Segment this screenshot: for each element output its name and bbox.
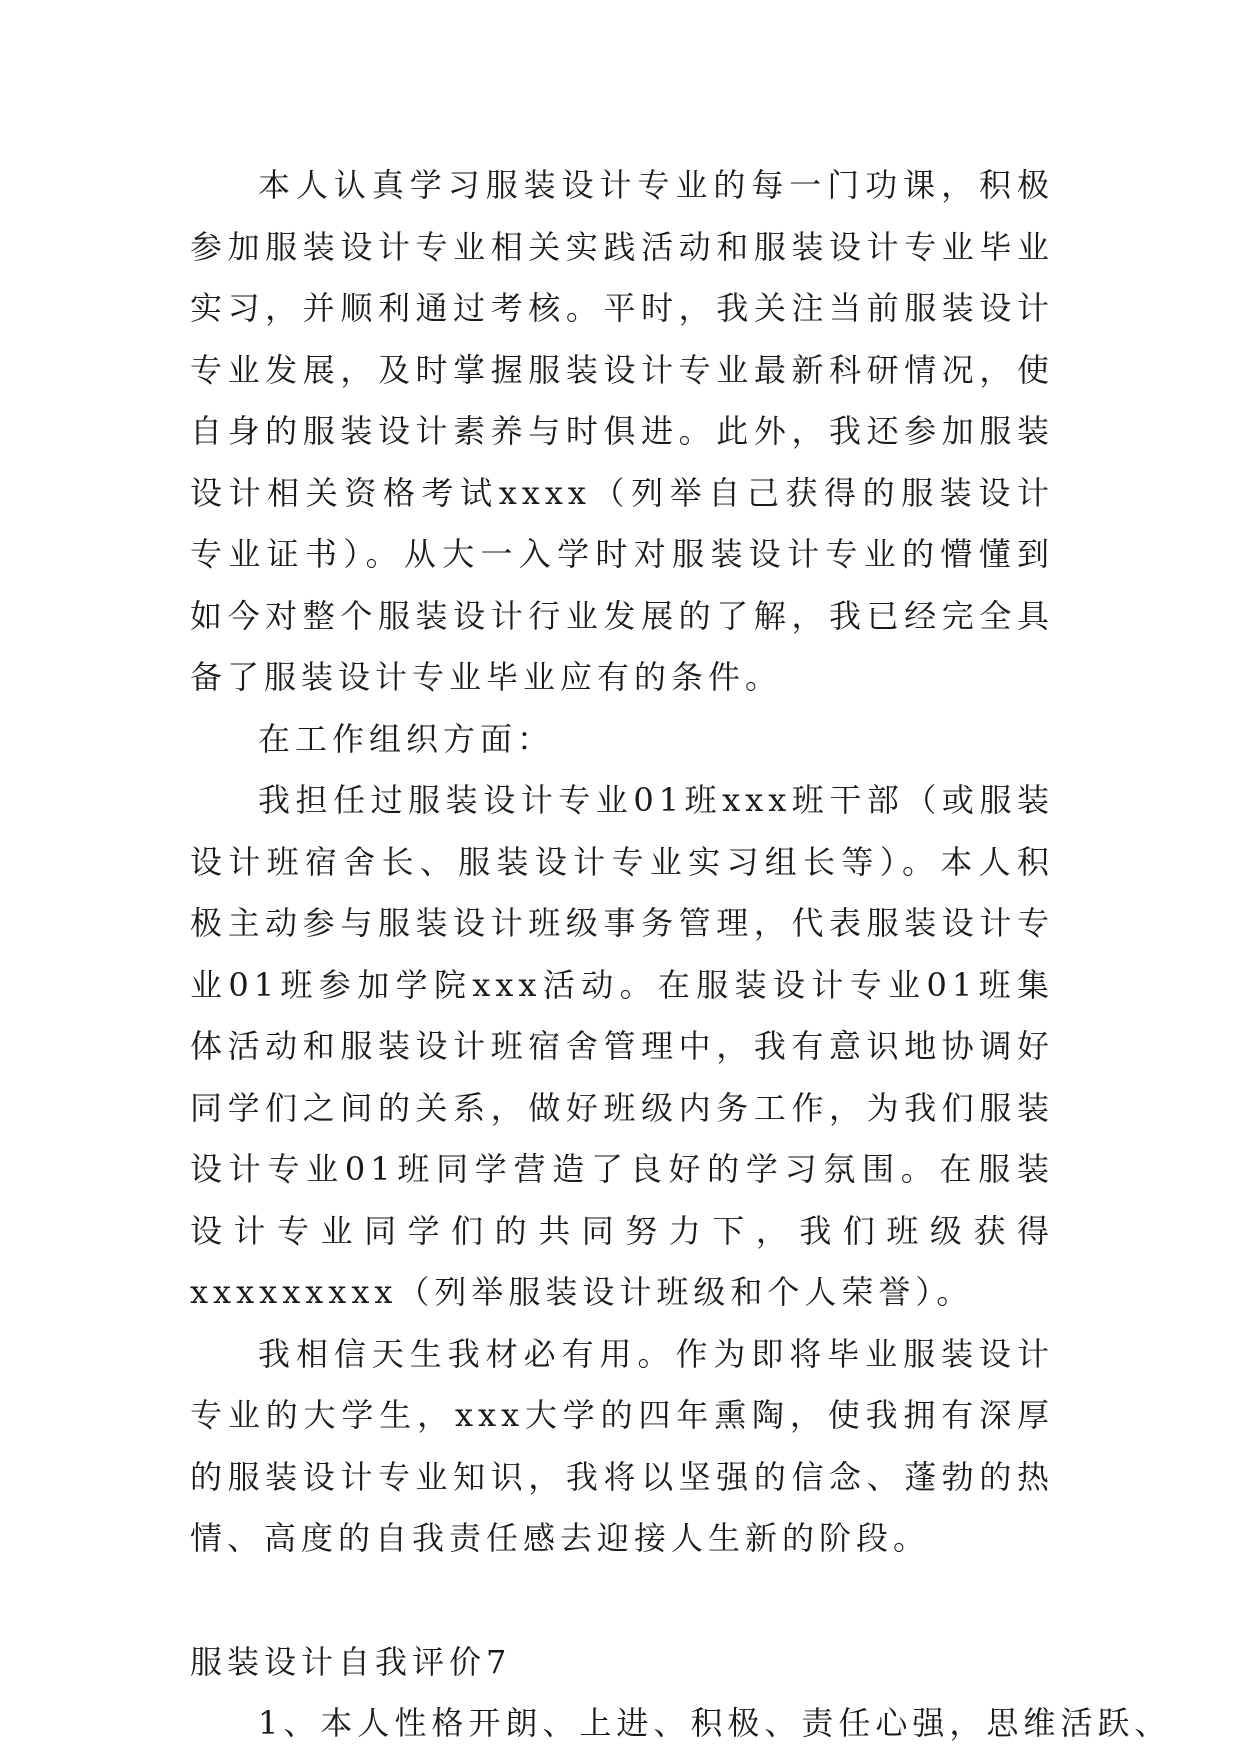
paragraph-conclusion: 我相信天生我材必有用。作为即将毕业服装设计专业的大学生，xxx大学的四年熏陶，使我拥有深厚的服装设计专业知识，我将以坚强的信念、蓬勃的热情、高度的自我责任感去迎接人生新的阶段。 bbox=[190, 1334, 1054, 1557]
paragraph-work-heading: 在工作组织方面： bbox=[258, 719, 555, 758]
document-page bbox=[190, 155, 1172, 1755]
paragraph-class-cadre: 我担任过服装设计专业01班xxx班干部（或服装设计班宿舍长、服装设计专业实习组长等）。本人积极主动参与服装设计班级事务管理，代表服装设计专业01班参加学院xxx活动。在服装设计专业01班集体活动和服装设计班宿舍管理中，我有意识地协调好同学们之间的关系，做好班级内务工作，为我们服装设计专业01班同学营造了良好的学习氛围。在服装设计专业同学们的共同努力下，我们班级获得xxxxxxxxx（列举服装设计班级和个人荣誉）。 bbox=[190, 781, 1054, 1311]
section-title: 服装设计自我评价7 bbox=[190, 1642, 512, 1681]
section-first-line: 1、本人性格开朗、上进、积极、责任心强，思维活跃、 bbox=[258, 1704, 1172, 1742]
paragraph-study: 本人认真学习服装设计专业的每一门功课，积极参加服装设计专业相关实践活动和服装设计专业毕业实习，并顺利通过考核。平时，我关注当前服装设计专业发展，及时掌握服装设计专业最新科研情况，使自身的服装设计素养与时俱进。此外，我还参加服装设计相关资格考试xxxx（列举自己获得的服装设计专业证书）。从大一入学时对服装设计专业的懵懂到如今对整个服装设计行业发展的了解，我已经完全具备了服装设计专业毕业应有的条件。 bbox=[190, 166, 1054, 696]
